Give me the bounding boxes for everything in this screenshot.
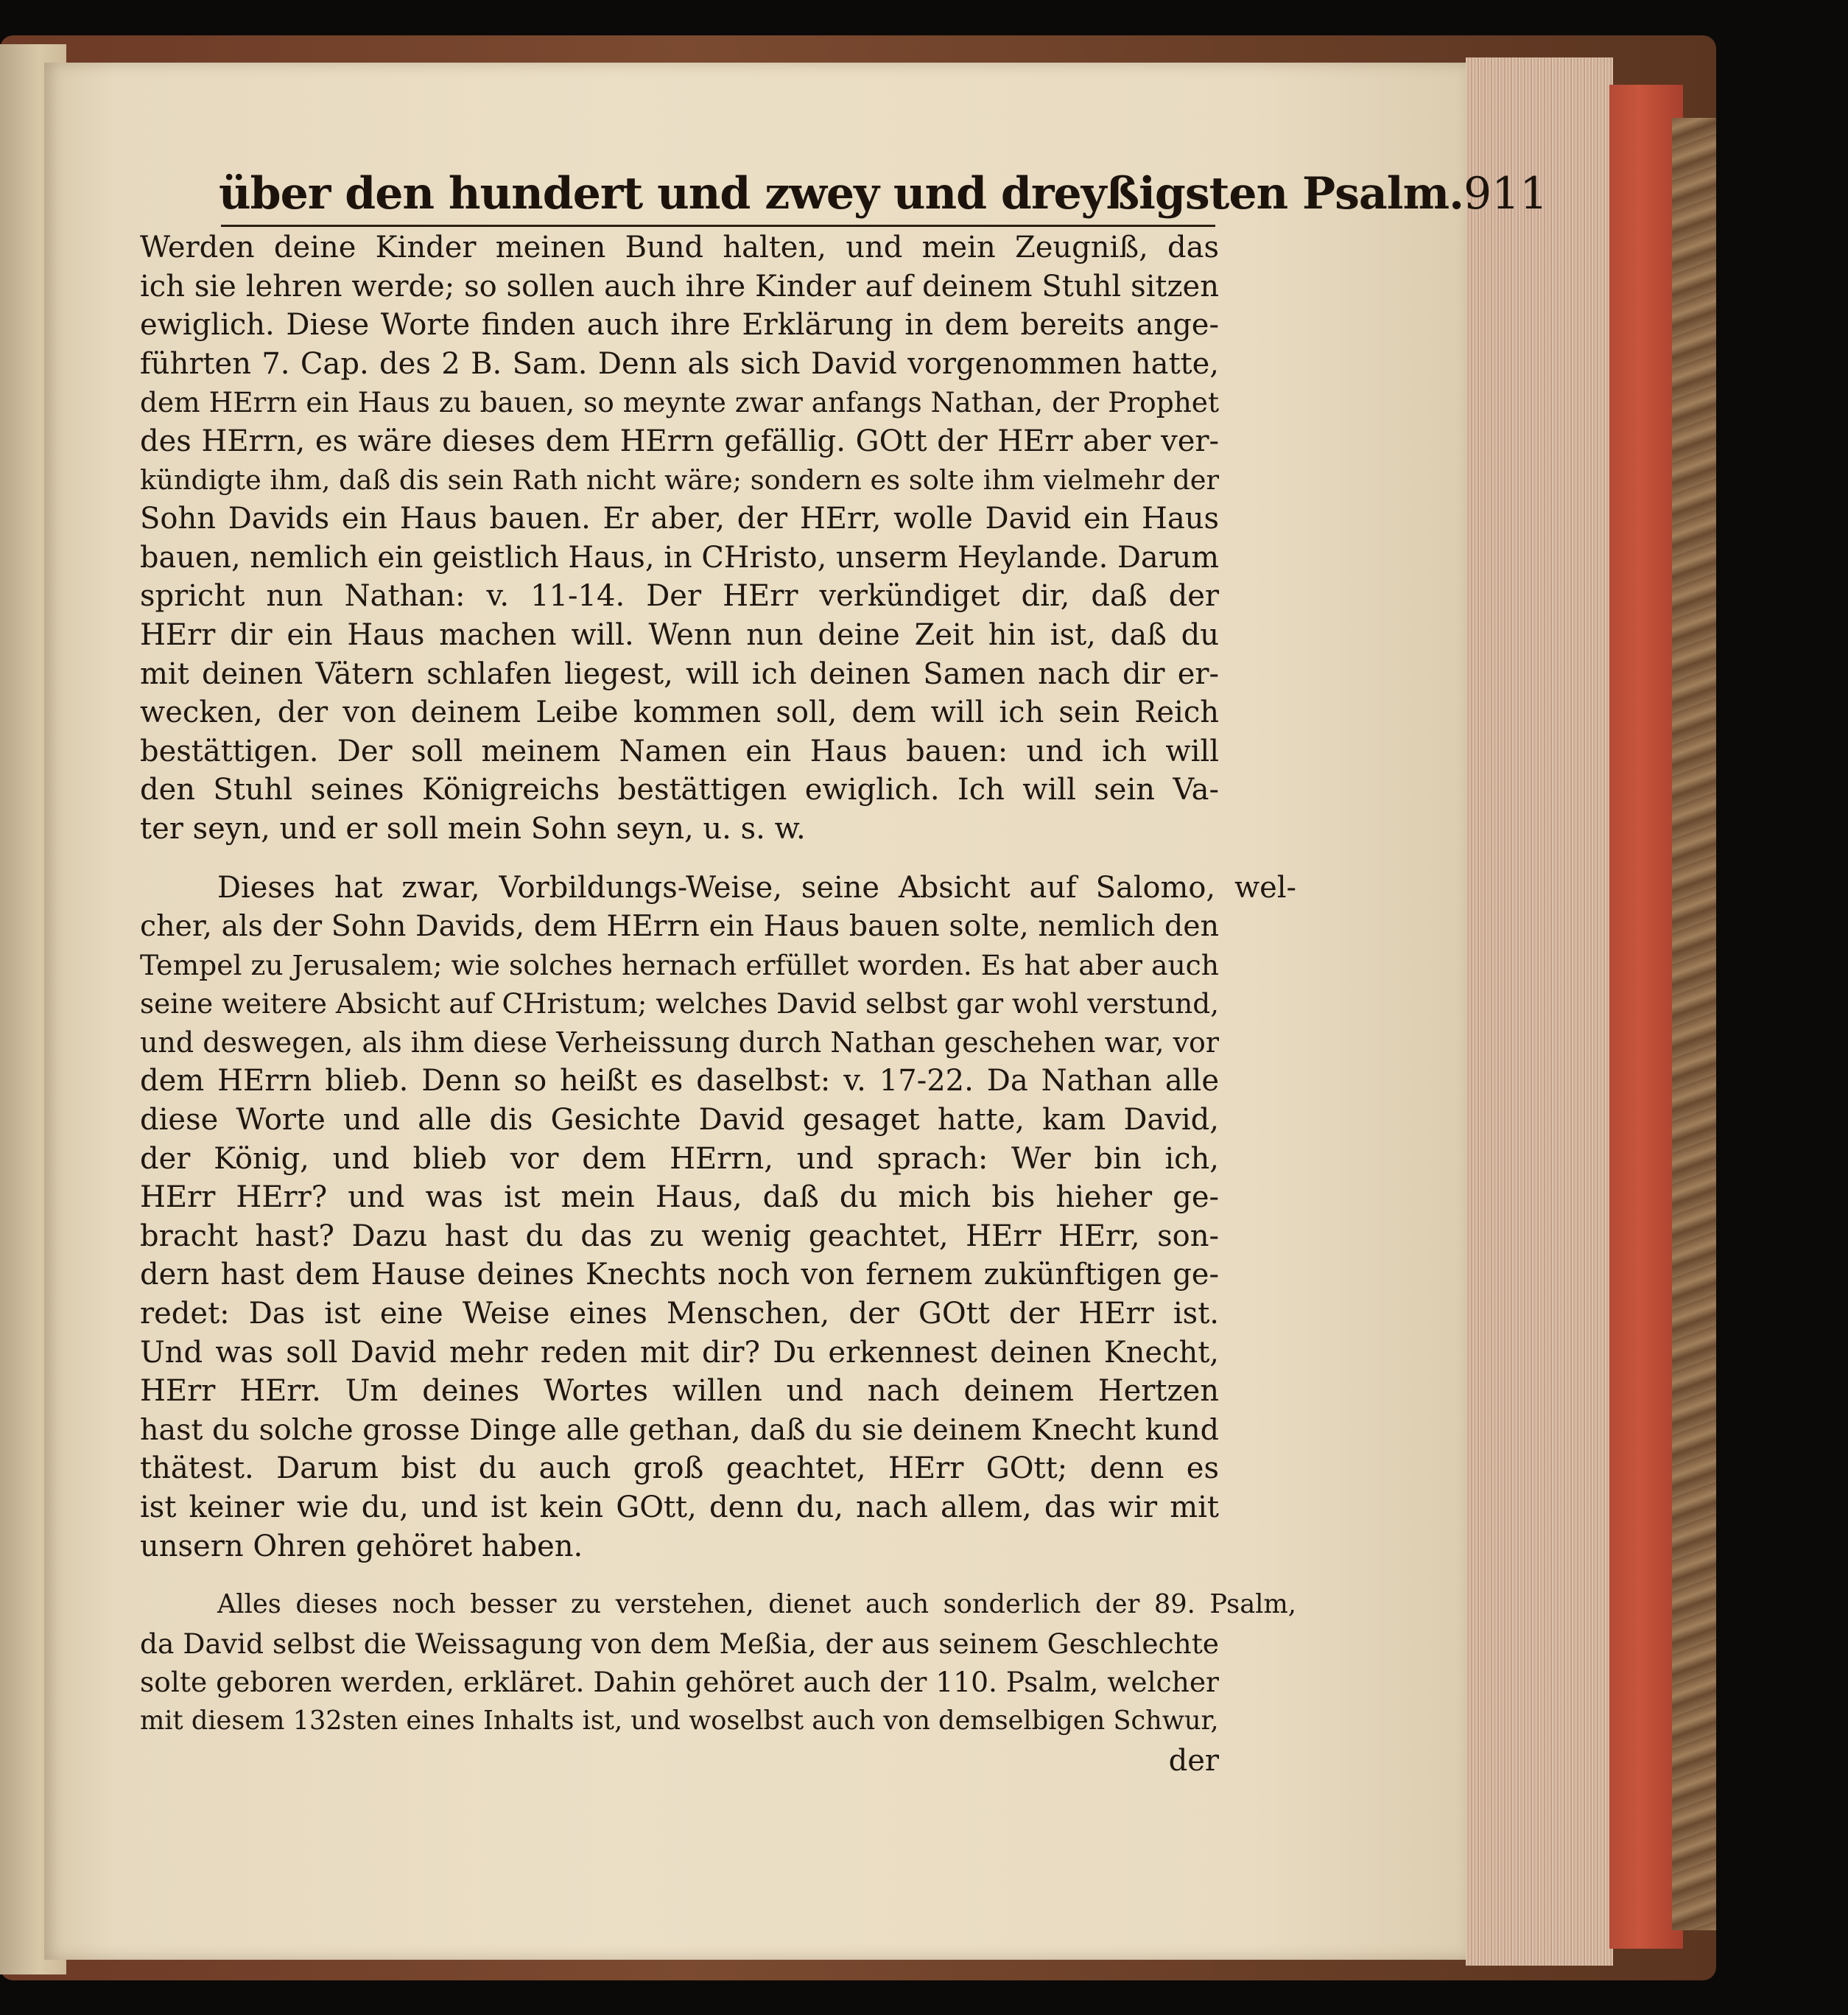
paragraph [140, 1585, 1296, 1740]
text-line: Alles dieses noch besser zu verstehen, dienet auch sonderlich der 89. Psalm, [217, 1589, 1296, 1620]
text-line: wecken, der von deinem Leibe kommen soll, dem will ich sein Reich [140, 695, 1219, 730]
text-line: Und was soll David mehr reden mit dir? Du erkennest deinen Knecht, [140, 1335, 1219, 1370]
text-line: ich sie lehren werde; so sollen auch ihre Kinder auf deinem Stuhl sitzen [140, 269, 1219, 304]
paragraph-gap [140, 1566, 1219, 1585]
text-line: thätest. Darum bist du auch groß geachtet, HErr GOtt; denn es [140, 1451, 1219, 1486]
paragraph [140, 869, 1296, 1566]
text-line: bracht hast? Dazu hast du das zu wenig geachtet, HErr HErr, son- [140, 1219, 1219, 1253]
text-line: und deswegen, als ihm diese Verheissung durch Nathan geschehen war, vor [140, 1026, 1219, 1059]
text-line: ter seyn, und er soll mein Sohn seyn, u. s. w. [140, 811, 806, 846]
text-line: seine weitere Absicht auf CHristum; welches David selbst gar wohl verstund, [140, 987, 1219, 1020]
text-line: solte geboren werden, erkläret. Dahin gehöret auch der 110. Psalm, welcher [140, 1666, 1219, 1699]
text-line: dem HErrn blieb. Denn so heißt es daselbst: v. 17-22. Da Nathan alle [140, 1064, 1219, 1098]
text-line: des HErrn, es wäre dieses dem HErrn gefällig. GOtt der HErr aber ver- [140, 424, 1219, 458]
text-line: führten 7. Cap. des 2 B. Sam. Denn als sich David vorgenommen hatte, [140, 346, 1219, 381]
text-line: unsern Ohren gehöret haben. [140, 1529, 583, 1563]
page-header [219, 153, 1548, 234]
text-line: HErr dir ein Haus machen will. Wenn nun deine Zeit hin ist, daß du [140, 617, 1219, 652]
text-line: Werden deine Kinder meinen Bund halten, und mein Zeugniß, das [140, 231, 1219, 264]
text-line: ist keiner wie du, und ist kein GOtt, denn du, nach allem, das wir mit [140, 1490, 1219, 1524]
text-line: ewiglich. Diese Worte finden auch ihre Erklärung in dem bereits ange- [140, 308, 1219, 343]
text-line: kündigte ihm, daß dis sein Rath nicht wäre; sondern es solte ihm vielmehr der [140, 463, 1219, 496]
paragraph [140, 228, 1219, 849]
text-line: redet: Das ist eine Weise eines Menschen, der GOtt der HErr ist. [140, 1297, 1219, 1331]
page-block-edges [1463, 57, 1613, 1966]
marbled-cover-edge [1672, 118, 1716, 1930]
paragraph-gap [140, 849, 1219, 869]
text-line: Tempel zu Jerusalem; wie solches hernach erfüllet worden. Es hat aber auch [140, 948, 1219, 981]
text-line: dern hast dem Hause deines Knechts noch von fernem zukünftigen ge- [140, 1258, 1219, 1292]
body-text [140, 228, 1296, 1741]
text-line: mit diesem 132sten eines Inhalts ist, und woselbst auch von demselbigen Schwur, [140, 1705, 1219, 1736]
text-line: spricht nun Nathan: v. 11-14. Der HErr verkündiget dir, daß der [140, 579, 1219, 614]
text-line: diese Worte und alle dis Gesichte David gesaget hatte, kam David, [140, 1103, 1219, 1138]
text-line: bestättigen. Der soll meinem Namen ein Haus bauen: und ich will [140, 734, 1219, 768]
text-line: HErr HErr. Um deines Wortes willen und nach deinem Hertzen [140, 1374, 1219, 1409]
text-line: dem HErrn ein Haus zu bauen, so meynte zwar anfangs Nathan, der Prophet [140, 386, 1219, 419]
text-line: da David selbst die Weissagung von dem Meßia, der aus seinem Geschlechte [140, 1627, 1219, 1660]
text-line: Sohn Davids ein Haus bauen. Er aber, der HErr, wolle David ein Haus [140, 502, 1219, 536]
page-number: 911 [1463, 168, 1548, 220]
text-line: Dieses hat zwar, Vorbildungs-Weise, seine Absicht auf Salomo, wel- [217, 870, 1296, 905]
text-line: den Stuhl seines Königreichs bestättigen ewiglich. Ich will sein Va- [140, 773, 1219, 807]
text-line: cher, als der Sohn Davids, dem HErrn ein Haus bauen solte, nemlich den [140, 909, 1219, 944]
header-rule [221, 225, 1215, 227]
catchword: der [1168, 1743, 1219, 1778]
text-line: hast du solche grosse Dinge alle gethan, daß du sie deinem Knecht kund [140, 1412, 1219, 1447]
text-line: der König, und blieb vor dem HErrn, und sprach: Wer bin ich, [140, 1141, 1219, 1176]
text-line: HErr HErr? und was ist mein Haus, daß du mich bis hieher ge- [140, 1180, 1219, 1215]
text-line: mit deinen Vätern schlafen liegest, will ich deinen Samen nach dir er- [140, 656, 1219, 691]
text-line: bauen, nemlich ein geistlich Haus, in CHristo, unserm Heylande. Darum [140, 540, 1219, 575]
running-head: über den hundert und zwey und dreyßigsten Psalm. [219, 168, 1464, 220]
